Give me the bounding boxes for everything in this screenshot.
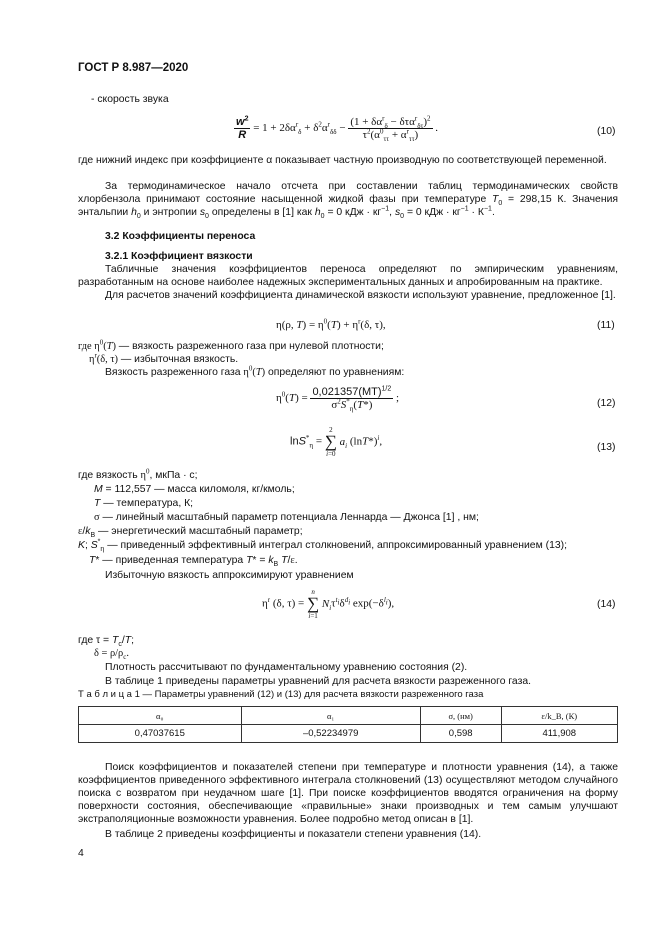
definition-epsilon: $\varepsilon/k_B$ — энергетический масштабный параметр; (78, 526, 303, 540)
equation-14: $\eta^r$ (δ, τ) = n ∑ i=1 $N_i\tau^{t_i}\delta^{d_i}$ $\exp(-\delta^{l_i})$, (262, 588, 395, 620)
table-cell: 0,47037615 (79, 725, 242, 743)
table-header-cell: ε/k_B, (К) (501, 707, 617, 725)
eq13-number: (13) (597, 442, 616, 453)
table-cell: 411,908 (501, 725, 617, 743)
section-3-2-heading: 3.2 Коэффициенты переноса (105, 231, 256, 242)
definition-delta: $\delta = \rho/\rho_c$. (94, 648, 129, 662)
table-cell: 0,598 (420, 725, 501, 743)
eq11-number: (11) (597, 320, 615, 331)
paragraph-thermo-origin: За термодинамическое начало отсчета при составлении таблиц термодинамических свойств хлорбензола принимают состояние насыщенной жидкой фазы при температуре $T_0 = 298,15$ К. Значения энтальпии $h_0$ и энтропии $s_0$ определены в [1] как $h_0 = 0$ кДж · $кг^{-1}$, $s_0 = 0$ кДж · $кг^{-1} \cdot К^{-1}$. (78, 181, 619, 221)
equation-11: η(ρ, $T) = \eta^0(T) + \eta^r(\delta$, τ), (276, 317, 386, 331)
eq10-number: (10) (597, 126, 616, 137)
definition-eta-r: $\eta^r(\delta$, τ) — избыточная вязкость. (89, 351, 239, 365)
definition-tau: где $\tau = T_c/T$; (78, 635, 135, 649)
paragraph-rarefied-gas: Вязкость разреженного газа $\eta^0(T)$ определяют по уравнениям: (105, 364, 405, 378)
table1-caption: Т а б л и ц а 1 — Параметры уравнений (12) и (13) для расчета вязкости разреженного газа (78, 689, 484, 700)
parameters-table (78, 706, 618, 743)
paragraph-coefficient-search: Поиск коэффициентов и показателей степени при температуре и плотности уравнения (14), а также коэффициентов приведенного эффективного интеграла столкновений (13) осуществляют методом случайного поиска с возвратом при неудачном шаге [1]. При поиске коэффициентов вводятся ограничения на форму поверхности состояния, обеспечивающие «правильные» знаки производных и тем самым улучшают экстраполяционные возможности уравнения. Более подробно метод описан в [1]. (78, 762, 618, 825)
table-header-row (79, 707, 618, 725)
definition-T: T — температура, К; (94, 498, 194, 509)
paragraph-viscosity-equation: Для расчетов значений коэффициента динамической вязкости используют уравнение, предложенное [1]. (105, 290, 616, 301)
speed-of-sound-label: - скорость звука (91, 94, 169, 105)
equation-10: $\frac{w^2}{R}$ = $1 + 2\delta\alpha^r_\delta + \delta^2\alpha^r_{\delta\delta}$ − $\frac{(1 + \delta\alpha^r_\delta - \delta\tau\alpha^r_{\delta\tau})^2}{\tau^2(\alpha^0_{\tau\tau} + \alpha^r_{\tau\tau})}$ . (236, 114, 439, 144)
paragraph-table2-intro: В таблице 2 приведены коэффициенты и показатели степени уравнения (14). (105, 829, 482, 840)
paragraph-subscript-note: где нижний индекс при коэффициенте α показывает частную производную по соответствующей переменной. (78, 155, 607, 166)
table-header-cell: α₀ (79, 707, 242, 725)
equation-12: $\eta^0(T)$ = $\frac{0,021357(MT)^{1/2}}{\sigma^2S^*_\eta(T*)}$ ; (276, 385, 400, 414)
paragraph-density: Плотность рассчитывают по фундаментальному уравнению состояния (2). (105, 662, 468, 673)
definition-S: K; $S^*_\eta$ — приведенный эффективный интеграл столкновений, аппроксимированный уравнением (13); (78, 538, 567, 554)
definition-eta0: где $\eta^0(T)$ — вязкость разреженного газа при нулевой плотности; (78, 338, 384, 352)
section-3-2-1-heading: 3.2.1 Коэффициент вязкости (105, 251, 253, 262)
eq14-number: (14) (597, 599, 616, 610)
equation-13: lnS*$_\eta$ = 2 ∑ i=0 $a_i$ $(\ln T*)^i$, (290, 426, 383, 458)
doc-id-header: ГОСТ Р 8.987—2020 (78, 62, 189, 74)
definition-sigma: σ — линейный масштабный параметр потенциала Леннарда — Джонса [1] , нм; (94, 512, 479, 523)
table-row (79, 725, 618, 743)
paragraph-excess-viscosity: Избыточную вязкость аппроксимируют уравнением (105, 570, 354, 581)
eq12-number: (12) (597, 398, 616, 409)
definition-viscosity-units: где вязкость $\eta^0$, мкПа · с; (78, 467, 198, 481)
table-header-cell: σ, (нм) (420, 707, 501, 725)
table-header-cell: α₁ (241, 707, 420, 725)
page-number: 4 (78, 848, 84, 859)
paragraph-tabular-values: Табличные значения коэффициентов переноса определяют по эмпирическим уравнениям, разработанным на основе наиболее надежных экспериментальных данных и апробированным на практике. (78, 264, 618, 288)
definition-Tstar: T* — приведенная температура $T* = k_B$ T/ε. (89, 555, 298, 569)
table-cell: –0,52234979 (241, 725, 420, 743)
definition-M: M = 112,557 — масса киломоля, кг/кмоль; (94, 484, 295, 495)
paragraph-table1-intro: В таблице 1 приведены параметры уравнений для расчета вязкости разреженного газа. (105, 676, 532, 687)
